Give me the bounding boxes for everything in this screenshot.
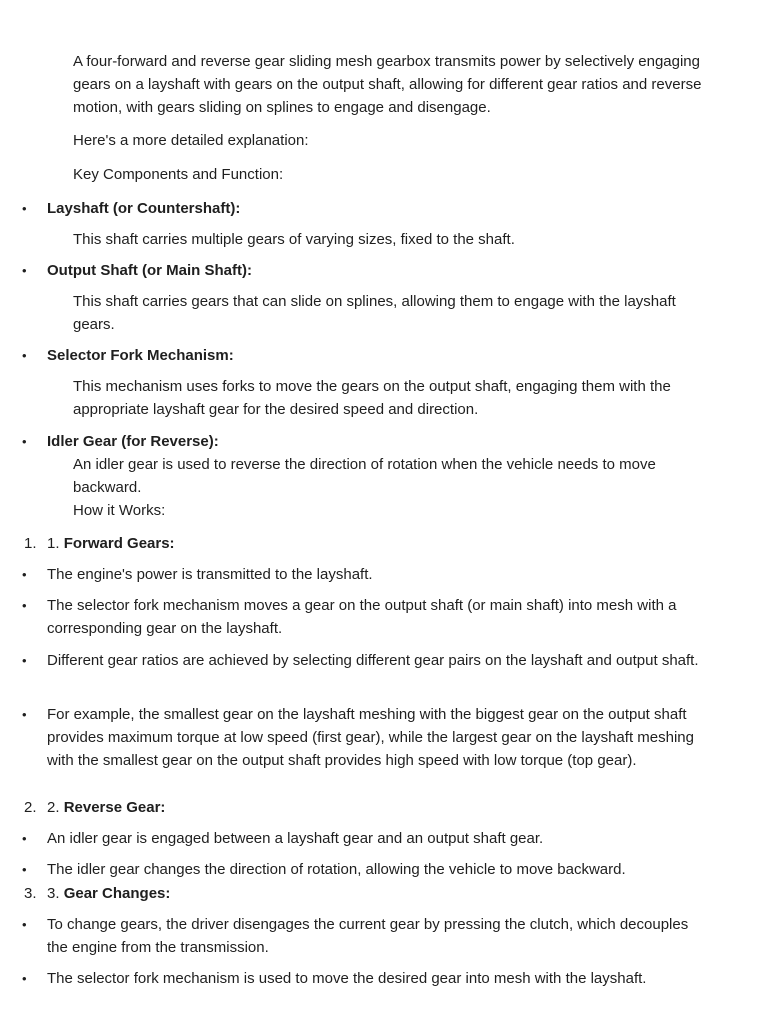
list-item-text: The engine's power is transmitted to the layshaft. (47, 566, 373, 583)
bullet-marker: • (22, 348, 27, 363)
bullet-marker: • (22, 263, 27, 278)
step-prefix: 1. (47, 535, 60, 552)
bullet-marker: • (22, 917, 27, 932)
list-item-text: To change gears, the driver disengages the current gear by pressing the clutch, which decouples the engine from the transmission. (47, 916, 689, 956)
how-it-works-heading: How it Works: (73, 502, 166, 519)
bullet-marker: • (22, 598, 27, 613)
component-description: An idler gear is used to reverse the direction of rotation when the vehicle needs to move backward. (73, 456, 656, 496)
intro-paragraph: A four-forward and reverse gear sliding mesh gearbox transmits power by selectively engaging gears on a layshaft with gears on the output shaft, allowing for different gear ratios and reverse motion, with gears sliding on splines to engage and disengage. (73, 53, 702, 116)
component-title: Idler Gear (for Reverse): (47, 433, 219, 450)
step-title: Gear Changes: (63, 885, 171, 902)
bullet-marker: • (22, 707, 27, 722)
step-prefix: 3. (47, 885, 60, 902)
list-item-text: Different gear ratios are achieved by selecting different gear pairs on the layshaft and output shaft. (47, 652, 699, 669)
bullet-marker: • (22, 971, 27, 986)
step-title: Reverse Gear: (63, 799, 166, 816)
list-item-text: The idler gear changes the direction of rotation, allowing the vehicle to move backward. (47, 861, 626, 878)
component-title: Output Shaft (or Main Shaft): (47, 262, 252, 279)
list-item-text: The selector fork mechanism is used to move the desired gear into mesh with the layshaft. (47, 970, 647, 987)
explanation-intro: Here's a more detailed explanation: (73, 132, 309, 149)
component-title: Selector Fork Mechanism: (47, 347, 234, 364)
step-prefix: 2. (47, 799, 60, 816)
step-number: 3. (24, 885, 37, 902)
step-title: Forward Gears: (63, 535, 175, 552)
list-item-text: For example, the smallest gear on the layshaft meshing with the biggest gear on the output shaft provides maximum torque at low speed (first gear), while the largest gear on the layshaft meshing with the smallest gear on the output shaft provides high speed with low torque (top gear). (47, 706, 694, 769)
bullet-marker: • (22, 434, 27, 449)
step-number: 2. (24, 799, 37, 816)
step-number: 1. (24, 535, 37, 552)
component-description: This mechanism uses forks to move the gears on the output shaft, engaging them with the appropriate layshaft gear for the desired speed and direction. (73, 378, 671, 418)
bullet-marker: • (22, 567, 27, 582)
list-item-text: The selector fork mechanism moves a gear on the output shaft (or main shaft) into mesh with a corresponding gear on the layshaft. (47, 597, 677, 637)
list-item-text: An idler gear is engaged between a layshaft gear and an output shaft gear. (47, 830, 544, 847)
component-title: Layshaft (or Countershaft): (47, 200, 241, 217)
component-description: This shaft carries multiple gears of varying sizes, fixed to the shaft. (73, 231, 515, 248)
bullet-marker: • (22, 862, 27, 877)
bullet-marker: • (22, 201, 27, 216)
bullet-marker: • (22, 831, 27, 846)
bullet-marker: • (22, 653, 27, 668)
components-heading: Key Components and Function: (73, 166, 284, 183)
component-description: This shaft carries gears that can slide on splines, allowing them to engage with the layshaft gears. (73, 293, 676, 333)
